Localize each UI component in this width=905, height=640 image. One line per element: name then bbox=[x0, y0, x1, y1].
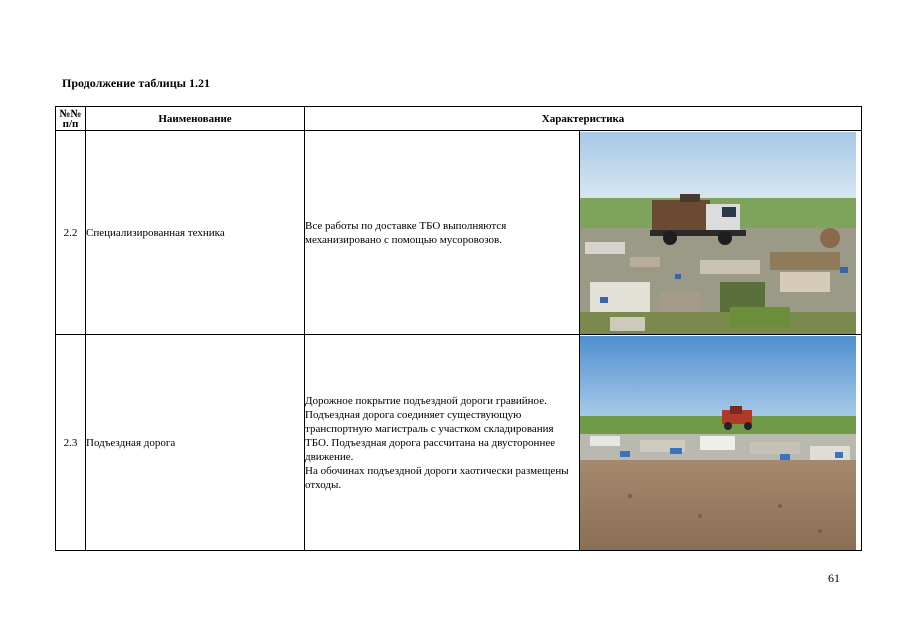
row-name: Специализированная техника bbox=[86, 131, 305, 335]
page-number: 61 bbox=[828, 571, 840, 585]
header-num: №№ п/п bbox=[56, 107, 86, 131]
description-line: Дорожное покрытие подъездной дороги гравийное. bbox=[305, 394, 547, 407]
table-row bbox=[56, 131, 862, 335]
row-num: 2.2 bbox=[56, 131, 86, 335]
description-line: На обочинах подъездной дороги хаотически размещены отходы. bbox=[305, 464, 569, 491]
row-name: Подъездная дорога bbox=[86, 335, 305, 551]
description-line: Подъездная дорога соединяет существующую транспортную магистраль с участком складирования ТБО. Подъездная дорога рассчитана на двустороннее движение. bbox=[305, 408, 556, 463]
header-name: Наименование bbox=[86, 107, 305, 131]
row-num: 2.3 bbox=[56, 335, 86, 551]
landfill-road-photo bbox=[580, 336, 856, 550]
garbage-truck-photo bbox=[580, 132, 856, 334]
row-description bbox=[305, 335, 580, 551]
header-characteristic: Характеристика bbox=[305, 107, 862, 131]
table-header-row bbox=[56, 107, 862, 131]
row-photo-cell bbox=[580, 131, 862, 335]
row-description: Все работы по доставке ТБО выполняются механизировано с помощью мусоровозов. bbox=[305, 131, 580, 335]
characteristics-table bbox=[55, 106, 862, 551]
table-caption: Продолжение таблицы 1.21 bbox=[62, 76, 211, 90]
row-photo-cell bbox=[580, 335, 862, 551]
table-row bbox=[56, 335, 862, 551]
